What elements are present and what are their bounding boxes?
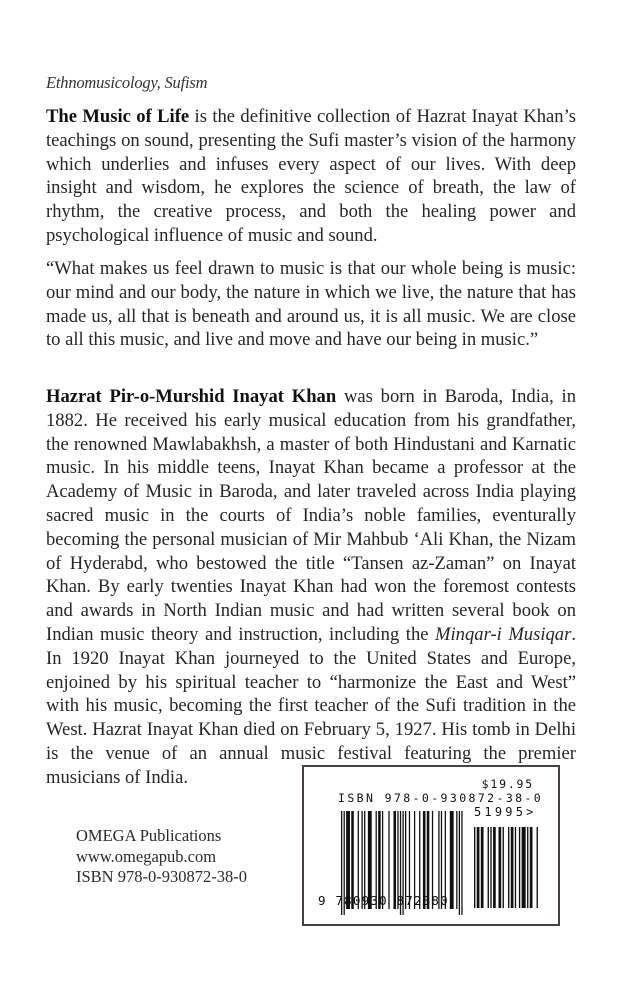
book-title: The Music of Life bbox=[46, 106, 190, 127]
barcode-bar bbox=[450, 811, 454, 909]
supplement-bar bbox=[477, 827, 480, 908]
supplement-bar bbox=[481, 827, 484, 908]
publisher-isbn: ISBN 978-0-930872-38-0 bbox=[76, 867, 247, 886]
genre-label: Ethnomusicology, Sufism bbox=[46, 73, 208, 92]
supplement-bar bbox=[519, 827, 520, 908]
barcode-supplement: 51995> bbox=[474, 805, 537, 819]
publisher-info bbox=[76, 826, 247, 888]
supplement-bar bbox=[493, 827, 496, 908]
supplement-bar bbox=[522, 827, 526, 908]
supplement-bar bbox=[537, 827, 538, 908]
supplement-bar bbox=[503, 827, 504, 908]
barcode-bar bbox=[456, 811, 457, 909]
publisher-name: OMEGA Publications bbox=[76, 826, 222, 845]
biography-paragraph bbox=[46, 385, 576, 790]
supplement-bar bbox=[511, 827, 514, 908]
barcode-price: $19.95 bbox=[481, 777, 534, 791]
supplement-bar bbox=[498, 827, 501, 908]
supplement-bar bbox=[527, 827, 528, 908]
barcode-digits: 9 780930 872380 bbox=[318, 893, 449, 908]
supplement-bar bbox=[508, 827, 509, 908]
supplement-bar bbox=[490, 827, 491, 908]
publisher-website: www.omegapub.com bbox=[76, 846, 217, 866]
supplement-bar bbox=[515, 827, 516, 908]
barcode-guard-bar bbox=[461, 811, 462, 915]
supplement-bar bbox=[488, 827, 489, 908]
biography-text: was born in Baroda, India, in 1882. He received his early musical education from his grandfather, the renowned Mawlabakhsh, a master of both Hindustani and Karnatic music. In his middle teens, Inayat Khan became a professor at the Academy of Music in Baroda, and later traveled across India playing sacred music in the courts of India’s noble families, eventurally becoming the personal musician of Mir Mahbub ‘Ali Khan, the Nizam of Hyderabd, who bestowed the title “Tansen az-Zaman” on Inayat Khan. By early twenties Inayat Khan had won the foremost contests and awards in North Indian music and had written several book on Indian music theory and instruction, including the bbox=[46, 386, 577, 645]
quote-paragraph: “What makes us feel drawn to music is that our whole being is music: our mind and our body, the nature in which we live, the nature that has made us, all that is beneath and around us, it is all music. We are close to all this music, and live and move and have our being in music.” bbox=[46, 258, 576, 351]
description-text: is the definitive collection of Hazrat Inayat Khan’s teachings on sound, presenting the Sufi master’s vision of the harmony which underlies and infuses every aspect of our lives. With deep insight and wisdom, he explores the science of breath, the law of rhythm, the creative process, and both the healing power and psychological influence of music and sound. bbox=[46, 106, 576, 246]
biography-text-end: . In 1920 Inayat Khan journeyed to the United States and Europe, enjoined by his spiritual teacher to “harmonize the East and West” with his music, becoming the first teacher of the Sufi tradition in the West. Hazrat Inayat Khan died on February 5, 1927. His tomb in Delhi is the venue of an annual music festival featuring the premier musicians of India. bbox=[46, 623, 576, 788]
work-title: Minqar-i Musiqar bbox=[435, 623, 572, 645]
barcode-box bbox=[302, 765, 560, 926]
description-paragraph bbox=[46, 105, 576, 248]
barcode-guard-bar bbox=[459, 811, 460, 915]
barcode-isbn: ISBN 978-0-930872-38-0 bbox=[338, 791, 544, 805]
supplement-bar bbox=[474, 827, 475, 908]
author-name: Hazrat Pir-o-Murshid Inayat Khan bbox=[46, 386, 337, 407]
supplement-bar bbox=[530, 827, 533, 908]
